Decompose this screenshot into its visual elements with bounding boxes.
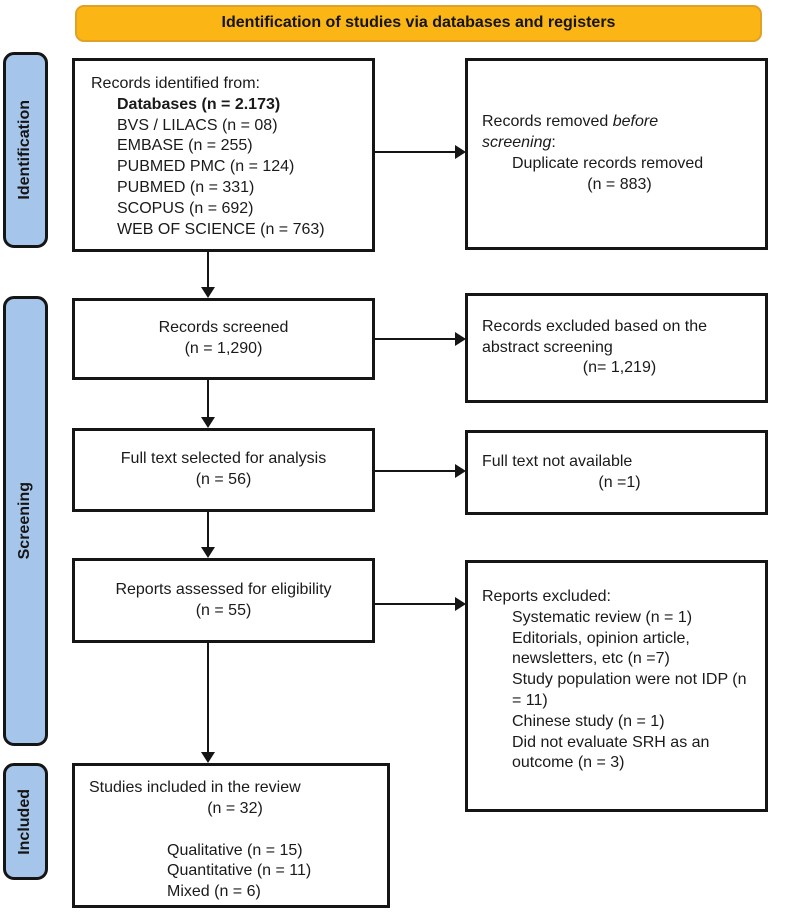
- source-item: EMBASE (n = 255): [117, 137, 253, 155]
- stage-included-text: Included: [16, 788, 34, 855]
- exclusion-reason: Editorials, opinion article, newsletters, etc (n =7): [512, 629, 690, 668]
- databases-total: Databases (n = 2.173): [117, 95, 281, 113]
- duplicate-records-label: Duplicate records removed: [512, 155, 704, 172]
- stage-label-identification: [3, 52, 48, 248]
- records-removed-italic: before screening: [482, 113, 659, 152]
- stage-label-included: [3, 763, 48, 880]
- full-text-selected-count: (n = 56): [195, 471, 252, 488]
- arrow-fulltext-to-assessed: [207, 512, 209, 547]
- records-removed-text: Records removed: [482, 113, 613, 131]
- studies-included-label: Studies included in the review: [89, 779, 301, 796]
- studies-included-count: (n = 32): [207, 799, 263, 817]
- exclusion-reason: Did not evaluate SRH as an outcome (n = 3): [512, 733, 710, 772]
- full-text-not-available-label: Full text not available: [482, 452, 633, 470]
- reports-excluded-box: [465, 560, 768, 812]
- source-item: PUBMED (n = 331): [117, 178, 255, 196]
- arrow-assessed-to-reports-excluded: [375, 603, 455, 605]
- source-item: PUBMED PMC (n = 124): [117, 158, 295, 176]
- records-removed-label: [482, 112, 704, 154]
- records-excluded-abstract-label: Records excluded based on the abstract screening: [482, 317, 708, 356]
- arrow-screened-to-excluded: [375, 338, 455, 340]
- full-text-selected-label: Full text selected for analysis: [120, 450, 327, 468]
- exclusion-reason: Systematic review (n = 1): [512, 608, 693, 626]
- arrow-assessed-to-included: [207, 643, 209, 752]
- banner: [75, 5, 762, 42]
- records-identified-box: [72, 58, 375, 252]
- duplicate-records-count: (n = 883): [587, 175, 652, 193]
- full-text-not-available-box: [465, 430, 768, 515]
- records-excluded-abstract-box: [465, 293, 768, 403]
- banner-title: Identification of studies via databases and registers: [221, 14, 616, 32]
- stage-label-screening: [3, 296, 48, 746]
- exclusion-reason: Study population were not IDP (n = 11): [512, 671, 747, 709]
- records-identified-intro: Records identified from:: [91, 75, 260, 92]
- full-text-not-available-count: (n =1): [598, 473, 641, 491]
- full-text-selected-box: [72, 428, 375, 512]
- records-screened-count: (n = 1,290): [184, 340, 263, 357]
- reports-excluded-title: Reports excluded:: [482, 588, 611, 605]
- breakdown-item: Mixed (n = 6): [167, 883, 261, 901]
- records-screened-box: [72, 298, 375, 380]
- records-excluded-abstract-count: (n= 1,219): [582, 359, 657, 377]
- exclusion-reason: Chinese study (n = 1): [512, 712, 665, 730]
- arrow-identified-to-removed: [375, 151, 455, 153]
- source-item: BVS / LILACS (n = 08): [117, 116, 278, 134]
- studies-included-box: [72, 763, 390, 908]
- breakdown-item: Qualitative (n = 15): [167, 841, 303, 859]
- arrow-identified-to-screened: [207, 252, 209, 287]
- reports-assessed-label: Reports assessed for eligibility: [115, 580, 332, 598]
- records-removed-box: [465, 58, 768, 250]
- reports-assessed-count: (n = 55): [195, 601, 252, 619]
- records-screened-label: Records screened: [158, 319, 289, 337]
- records-removed-colon: :: [551, 134, 556, 152]
- stage-screening-text: Screening: [16, 482, 34, 560]
- source-item: WEB OF SCIENCE (n = 763): [117, 220, 325, 238]
- source-item: SCOPUS (n = 692): [117, 199, 254, 217]
- breakdown-item: Quantitative (n = 11): [167, 862, 312, 880]
- arrow-screened-to-fulltext: [207, 380, 209, 417]
- reports-assessed-box: [72, 558, 375, 643]
- stage-identification-text: Identification: [16, 100, 34, 200]
- arrow-fulltext-to-notavailable: [375, 470, 455, 472]
